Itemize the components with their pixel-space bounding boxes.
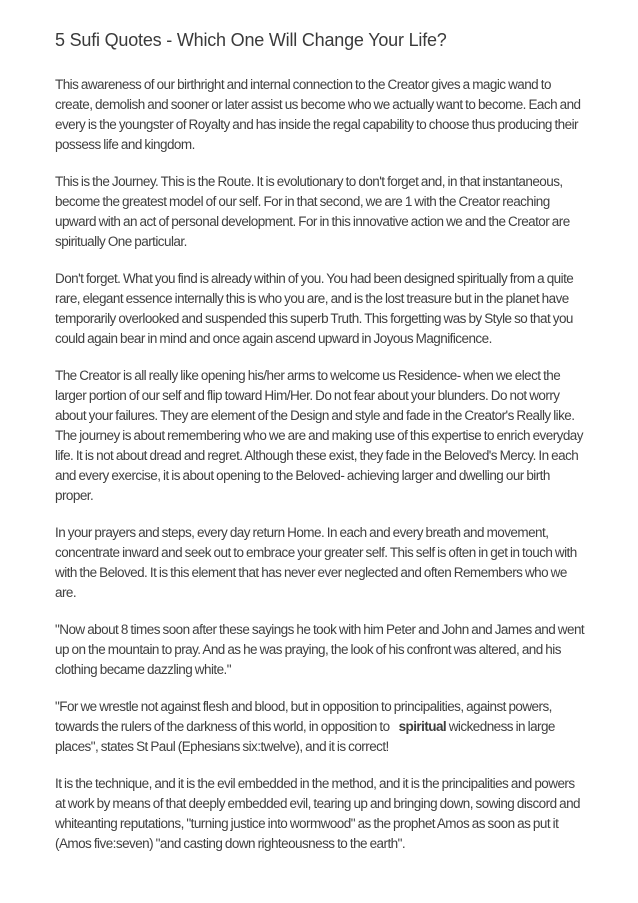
paragraph-quote-wrestle [55,697,587,757]
paragraph-journey: This is the Journey. This is the Route. It is evolutionary to don't forget and, in that instantaneous, become the greatest model of our self. For in that second, we are 1 with the Creator reaching upward with an act of personal development. For in this innovative action we and the Creator are spiritually One particular. [55,174,570,249]
paragraph-quote-wrestle-pre: "For we wrestle not against flesh and blood, but in opposition to principalities, against powers, towards the rulers of the darkness of this world, in opposition to [55,699,552,734]
paragraph-awareness: This awareness of our birthright and internal connection to the Creator gives a magic wand to create, demolish and sooner or later assist us become who we actually want to become. Each and every is the youngster of Royalty and has inside the regal capability to choose thus producing their possess life and kingdom. [55,77,581,152]
paragraph-creator-arms: The Creator is all really like opening his/her arms to welcome us Residence- when we elect the larger portion of our self and flip toward Him/Her. Do not fear about your blunders. Do not worry about your failures. They are element of the Design and style and fade in the Creator's Really like. The journey is about remembering who we are and making use of this expertise to enrich everyday life. It is not about dread and regret. Although these exist, they fade in the Beloved's Mercy. In each and every exercise, it is about opening to the Beloved- achieving larger and dwelling our birth proper. [55,368,583,503]
bold-term-spiritual: spiritual [398,719,447,734]
paragraph-quote-wrestle-post: wickedness in large places", states St Paul (Ephesians six:twelve), and it is correct! [55,719,555,754]
page-title: 5 Sufi Quotes - Which One Will Change Your Life? [55,30,447,50]
paragraph-technique: It is the technique, and it is the evil embedded in the method, and it is the principalities and powers at work by means of that deeply embedded evil, tearing up and bringing down, sowing discord and whiteanting reputations, "turning justice into wormwood" as the prophet Amos as soon as put it (Amos five:seven) "and casting down righteousness to the earth". [55,776,581,851]
paragraph-dont-forget: Don't forget. What you find is already within of you. You had been designed spiritually from a quite rare, elegant essence internally this is who you are, and is the lost treasure but in the planet have temporarily overlooked and suspended this superb Truth. This forgetting was by Style so that you could again bear in mind and once again ascend upward in Joyous Magnificence. [55,271,574,346]
paragraph-prayers: In your prayers and steps, every day return Home. In each and every breath and movement, concentrate inward and seek out to embrace your greater self. This self is often in get in touch with with the Beloved. It is this element that has never ever neglected and often Remembers who we are. [55,525,577,600]
paragraph-quote-mountain: "Now about 8 times soon after these sayings he took with him Peter and John and James and went up on the mountain to pray. And as he was praying, the look of his confront was altered, and his clothing became dazzling white." [55,622,585,677]
